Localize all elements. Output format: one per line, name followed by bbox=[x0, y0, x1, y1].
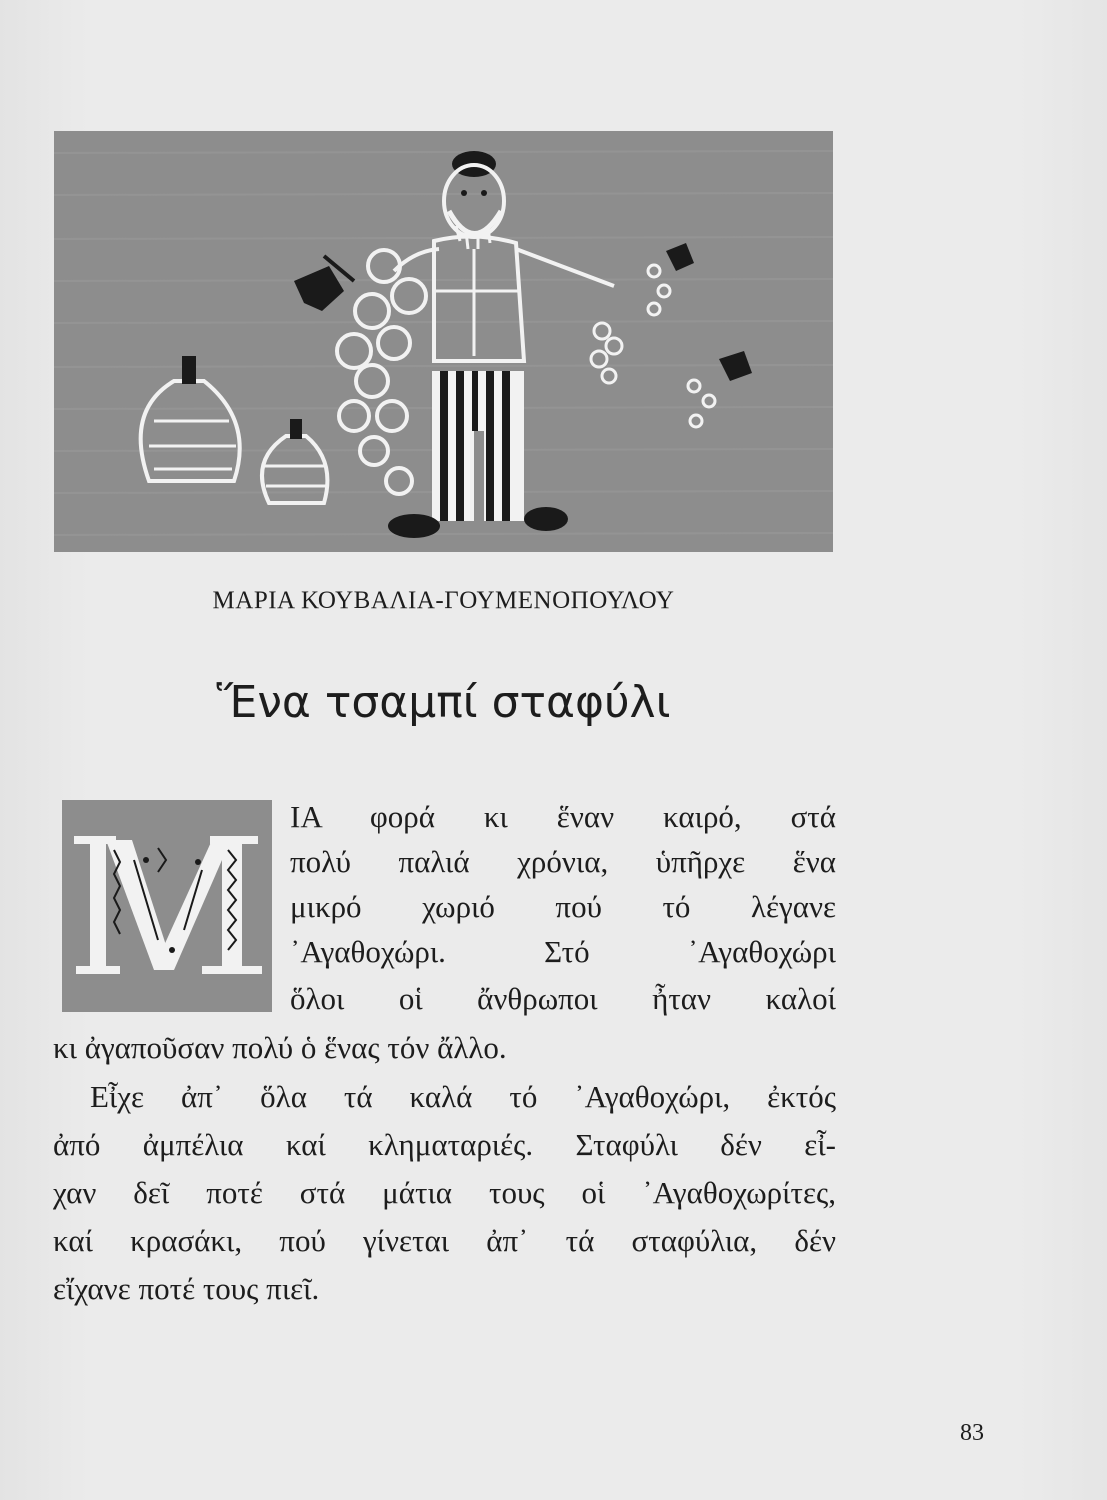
paragraph-2-line-1: Εἶχε ἀπ᾿ ὅλα τά καλά τό ᾿Αγαθοχώρι, ἐκτός bbox=[90, 1079, 836, 1114]
paragraph-2-line-2: ἀπό ἀμπέλια καί κληματαριές. Σταφύλι δέν εἶ- bbox=[53, 1127, 836, 1162]
paragraph-1-line-2: πολύ παλιά χρόνια, ὑπῆρχε ἕνα bbox=[290, 844, 836, 879]
author-name: ΜΑΡΙΑ ΚΟΥΒΑΛΙΑ-ΓΟΥΜΕΝΟΠΟΥΛΟΥ bbox=[212, 587, 675, 614]
drop-cap bbox=[62, 800, 272, 1012]
paragraph-1-line-1: ΙΑ φορά κι ἕναν καιρό, στά bbox=[290, 799, 836, 834]
paragraph-2-line-4: καί κρασάκι, πού γίνεται ἀπ᾿ τά σταφύλια, δέν bbox=[53, 1223, 836, 1258]
paragraph-2-line-5: εἴχανε ποτέ τους πιεῖ. bbox=[53, 1271, 320, 1306]
old-man-with-grapes-illustration bbox=[54, 131, 833, 552]
paragraph-2-line-3: χαν δεῖ ποτέ στά μάτια τους οἱ ᾿Αγαθοχωρίτες, bbox=[53, 1175, 836, 1210]
paragraph-1-line-3: μικρό χωριό πού τό λέγανε bbox=[290, 889, 836, 924]
paragraph-1-line-4: ᾿Αγαθοχώρι. Στό ᾿Αγαθοχώρι bbox=[290, 934, 836, 969]
header-illustration bbox=[54, 131, 833, 552]
story-title: Ἕνα τσαμπί σταφύλι bbox=[216, 677, 671, 728]
ornamental-letter-m-icon bbox=[62, 800, 272, 1012]
paragraph-1-line-6: κι ἀγαποῦσαν πολύ ὁ ἕνας τόν ἄλλο. bbox=[53, 1030, 507, 1065]
paragraph-1-line-5: ὅλοι οἱ ἄνθρωποι ἦταν καλοί bbox=[290, 981, 836, 1016]
page-number: 83 bbox=[960, 1420, 984, 1446]
